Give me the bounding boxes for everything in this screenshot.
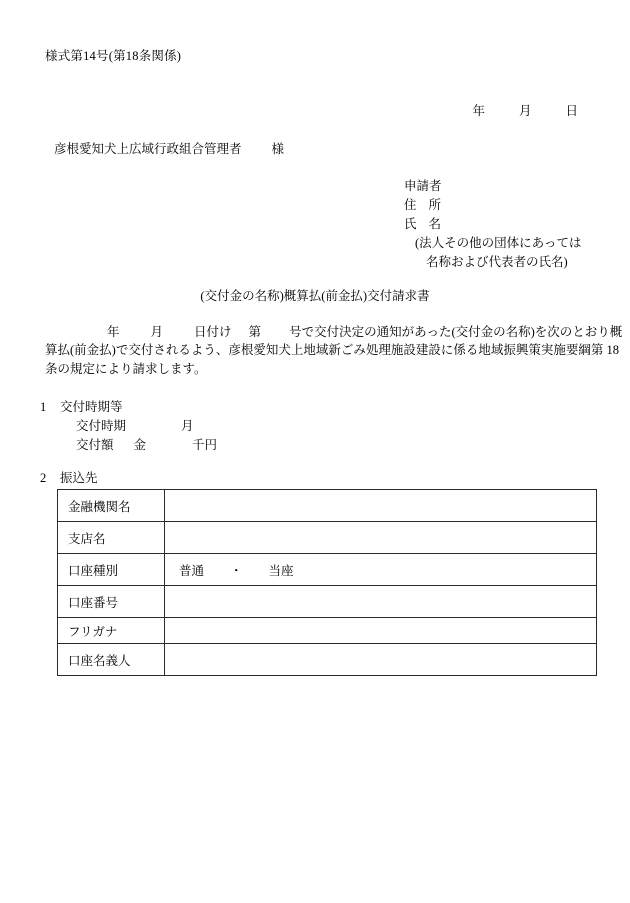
section-1-amount-row <box>76 435 217 453</box>
table-row <box>58 522 597 554</box>
applicant-name-row <box>404 215 582 234</box>
amount-currency: 金 <box>133 438 147 452</box>
date-month-label: 月 <box>518 104 532 118</box>
date-line <box>0 101 590 119</box>
body-number-suffix: 号で交付決定の通知があった(交付金の名称)を次のとおり概 <box>289 325 623 339</box>
applicant-note-line-1: (法人その他の団体にあっては <box>415 236 582 250</box>
table-row <box>58 644 597 676</box>
account-type-current[interactable]: 当座 <box>268 563 294 578</box>
row-value-account-type[interactable] <box>165 554 597 586</box>
date-year-label: 年 <box>472 104 485 118</box>
table-row <box>58 618 597 644</box>
row-label-account-type: 口座種別 <box>58 554 165 586</box>
row-value-financial-institution[interactable] <box>165 490 597 522</box>
body-year-label: 年 <box>107 325 120 339</box>
body-day-suffix: 日付け <box>194 325 232 339</box>
table-row <box>58 490 597 522</box>
table-row <box>58 586 597 618</box>
section-2-number: 2 <box>40 471 47 485</box>
section-1-number: 1 <box>40 400 47 414</box>
section-1-title: 交付時期等 <box>60 400 123 414</box>
addressee-honorific: 様 <box>271 142 285 156</box>
applicant-name-label-b: 名 <box>428 217 442 231</box>
row-value-account-number[interactable] <box>165 586 597 618</box>
addressee-organization: 彦根愛知犬上広域行政組合管理者 <box>54 142 242 156</box>
row-label-furigana: フリガナ <box>58 618 165 644</box>
applicant-note-line-2: 名称および代表者の氏名) <box>426 255 568 269</box>
row-label-financial-institution: 金融機関名 <box>58 490 165 522</box>
row-label-branch: 支店名 <box>58 522 165 554</box>
section-1-heading <box>40 397 123 415</box>
applicant-address-row <box>404 196 582 215</box>
section-2-heading <box>40 468 98 486</box>
body-paragraph <box>45 323 623 378</box>
timing-unit: 月 <box>181 419 194 433</box>
bank-transfer-table <box>57 489 597 676</box>
body-month-label: 月 <box>150 325 164 339</box>
row-value-account-holder[interactable] <box>165 644 597 676</box>
document-title: (交付金の名称)概算払(前金払)交付請求書 <box>200 289 430 303</box>
applicant-address-label-a: 住 <box>404 198 417 212</box>
applicant-name-label-a: 氏 <box>404 217 417 231</box>
amount-label: 交付額 <box>76 438 114 452</box>
account-type-ordinary[interactable]: 普通 <box>179 563 205 578</box>
table-row <box>58 554 597 586</box>
date-day-label: 日 <box>565 104 578 118</box>
row-value-branch[interactable] <box>165 522 597 554</box>
timing-label: 交付時期 <box>76 419 127 433</box>
applicant-block <box>404 177 582 272</box>
body-number-prefix: 第 <box>248 325 262 339</box>
form-number: 様式第14号(第18条関係) <box>45 49 182 63</box>
section-1-timing-row <box>76 416 194 434</box>
row-value-furigana[interactable] <box>165 618 597 644</box>
row-label-account-number: 口座番号 <box>58 586 165 618</box>
amount-unit: 千円 <box>192 438 218 452</box>
account-type-separator: ・ <box>230 563 243 578</box>
section-2-title: 振込先 <box>60 471 98 485</box>
body-line-2: 算払(前金払)で交付されるよう、彦根愛知犬上地域新ごみ処理施設建設に係る地域振興策実施要綱第 18 <box>45 343 619 358</box>
applicant-address-label-b: 所 <box>428 198 442 212</box>
row-label-account-holder: 口座名義人 <box>58 644 165 676</box>
body-line-3: 条の規定により請求します。 <box>45 361 207 376</box>
body-line-1 <box>45 323 623 341</box>
addressee <box>54 139 284 157</box>
applicant-heading: 申請者 <box>404 179 442 193</box>
